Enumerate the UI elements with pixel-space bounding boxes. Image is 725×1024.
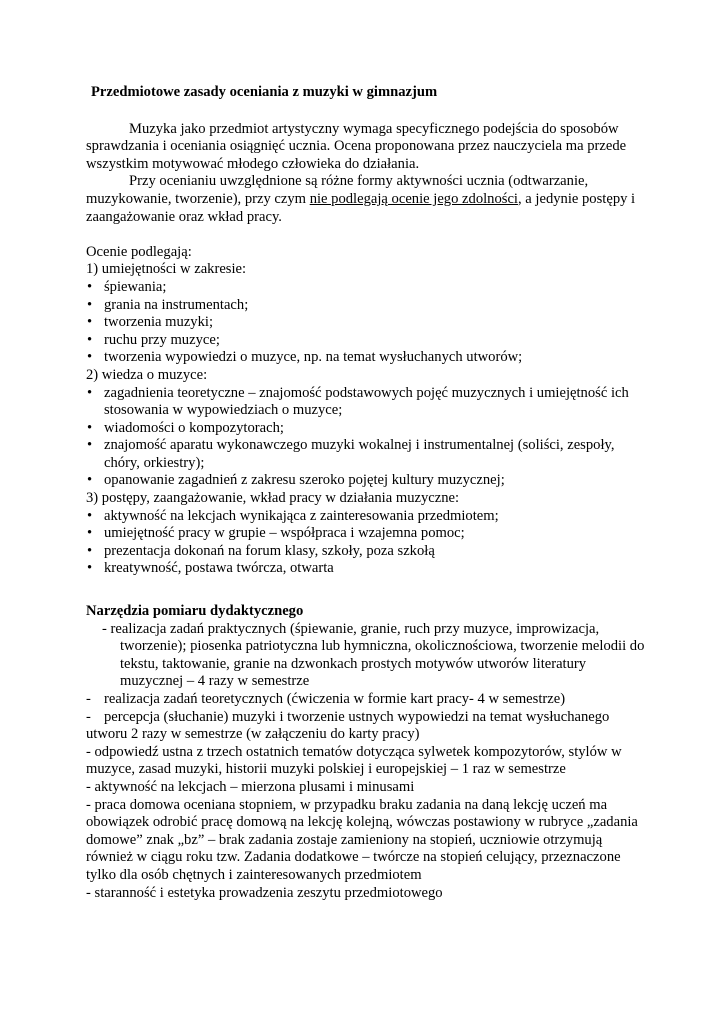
tools-item-activity: - aktywność na lekcjach – mierzona plusami i minusami [86, 778, 415, 795]
tools-item-listening [86, 709, 646, 744]
list-item: • tworzenia muzyki; [86, 314, 646, 332]
section3-heading: 3) postępy, zaangażowanie, wkład pracy w działania muzyczne: [86, 490, 460, 507]
section1-list [86, 279, 646, 367]
list-item: • grania na instrumentach; [86, 297, 646, 315]
list-item: • ruchu przy muzyce; [86, 332, 646, 350]
list-item: • umiejętność pracy w grupie – współpraca i wzajemna pomoc; [86, 525, 646, 543]
intro-p2-end: , a jedynie postępy i zaangażowanie oraz wkład pracy. [86, 190, 636, 225]
dash-marker: - [86, 708, 91, 725]
section2-list [86, 385, 646, 491]
section3-list [86, 508, 646, 578]
intro-p2-underlined: nie podlegają ocenie jego zdolności [309, 190, 518, 207]
tools-item-text: realizacja zadań teoretycznych (ćwiczenia w formie kart pracy- 4 w semestrze) [104, 691, 566, 707]
list-item: • tworzenia wypowiedzi o muzyce, np. na temat wysłuchanych utworów; [86, 349, 646, 367]
list-item: • znajomość aparatu wykonawczego muzyki wokalnej i instrumentalnej (soliści, zespoły, chóry, orkiestry); [86, 437, 646, 472]
section1-heading: 1) umiejętności w zakresie: [86, 261, 247, 278]
intro-paragraph-1: Muzyka jako przedmiot artystyczny wymaga specyficznego podejścia do sposobów sprawdzania i oceniania osiągnięć ucznia. Ocena proponowana przez nauczyciela ma przede wszystkim motywować młodego człowieka do działania. [86, 120, 627, 172]
tools-item-theoretical [86, 691, 646, 709]
document-title: Przedmiotowe zasady oceniania z muzyki w gimnazjum [91, 84, 438, 100]
tools-item-oral: - odpowiedź ustna z trzech ostatnich tematów dotycząca sylwetek kompozytorów, stylów w muzyce, zasad muzyki, historii muzyki polskiej i europejskiej – 1 raz w semestrze [86, 743, 622, 778]
document-page [86, 84, 646, 902]
assessed-heading: Ocenie podlegają: [86, 243, 192, 260]
intro-paragraph-2 [86, 173, 646, 226]
list-item: • aktywność na lekcjach wynikająca z zainteresowania przedmiotem; [86, 508, 646, 526]
tools-item-notebook: - staranność i estetyka prowadzenia zeszytu przedmiotowego [86, 884, 443, 901]
list-item: • zagadnienia teoretyczne – znajomość podstawowych pojęć muzycznych i umiejętność ich stosowania w wypowiedziach o muzyce; [86, 385, 646, 420]
list-item: • prezentacja dokonań na forum klasy, szkoły, poza szkołą [86, 543, 646, 561]
list-item: • kreatywność, postawa twórcza, otwarta [86, 560, 646, 578]
dash-marker: - [86, 691, 91, 707]
list-item: • śpiewania; [86, 279, 646, 297]
tools-item-homework: - praca domowa oceniana stopniem, w przypadku braku zadania na daną lekcję uczeń ma obowiązek odrobić pracę domową na lekcję kolejną, wówczas postawiony w rubryce „zadania domowe” znak „bz” – brak zadania zostaje zamieniony na stopień, uczniowie otrzymują również w ciągu roku tzw. Zadania dodatkowe – twórcze na stopień celujący, przeznaczone tylko dla osób chętnych i zainteresowanych przedmiotem [86, 796, 638, 883]
tools-item-text: percepcja (słuchanie) muzyki i tworzenie ustnych wypowiedzi na temat wysłuchanego utworu 2 razy w semestrze (w załączeniu do karty pracy) [86, 708, 610, 743]
list-item: • opanowanie zagadnień z zakresu szeroko pojętej kultury muzycznej; [86, 472, 646, 490]
section2-heading: 2) wiedza o muzyce: [86, 366, 208, 383]
intro-p2-start: Przy ocenianiu uwzględnione są różne formy aktywności ucznia (odtwarzanie, muzykowanie, tworzenie), przy czym [86, 173, 589, 207]
list-item: • wiadomości o kompozytorach; [86, 420, 646, 438]
tools-heading: Narzędzia pomiaru dydaktycznego [86, 603, 304, 620]
tools-item-practical: - realizacja zadań praktycznych (śpiewanie, granie, ruch przy muzyce, improwizacja, tworzenie); piosenka patriotyczna lub hymniczna, okolicznościowa, tworzenie melodii do tekstu, taktowanie, granie na dzwonkach prostych motywów utworów literatury muzycznej – 4 razy w semestrze [102, 620, 645, 690]
